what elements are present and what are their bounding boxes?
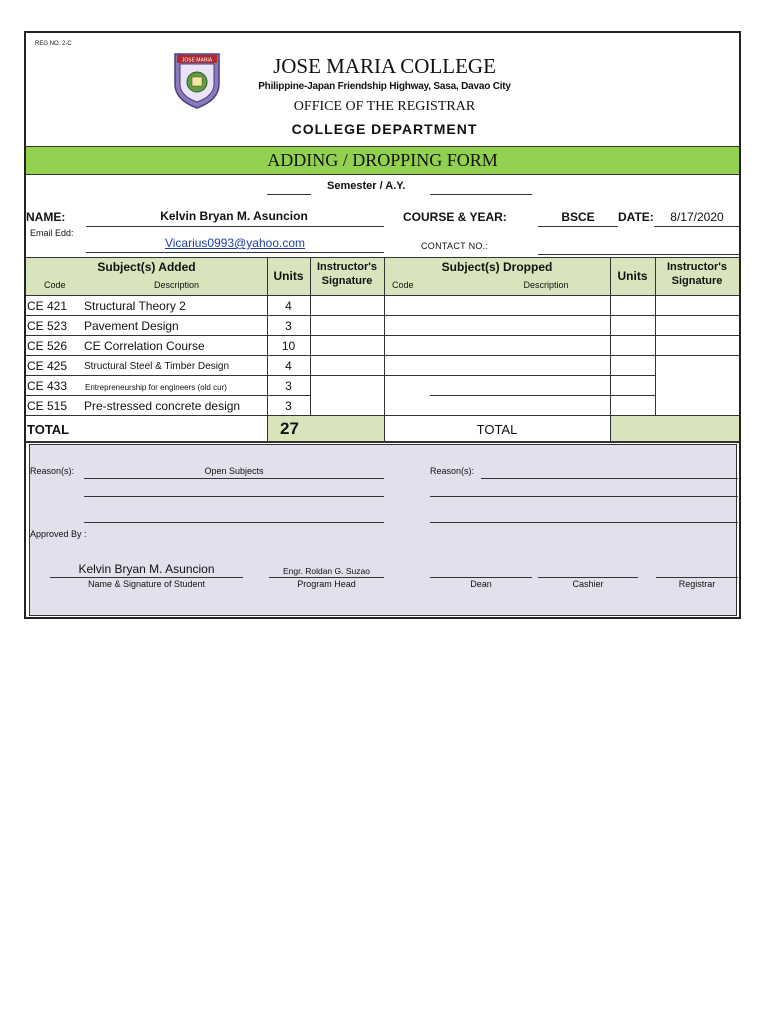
form-title: ADDING / DROPPING FORM [267, 150, 498, 170]
added-row-code: CE 421 [27, 299, 68, 313]
added-row-units: 4 [285, 359, 292, 373]
college-name: JOSE MARIA COLLEGE [273, 54, 496, 78]
dropped-header: Subject(s) Dropped [441, 260, 553, 274]
form-code: REG NO. 2-C [35, 41, 72, 47]
added-row-code: CE 515 [27, 399, 68, 413]
added-row-units: 3 [285, 379, 292, 393]
added-row-code: CE 526 [27, 339, 68, 353]
added-row-units: 4 [285, 299, 292, 313]
added-signature-label: Instructor's [316, 261, 378, 273]
dropped-total-cell [610, 416, 739, 441]
added-row-code: CE 523 [27, 319, 68, 333]
reason-left-value[interactable]: Open Subjects [204, 466, 264, 476]
added-row-description: Entrepreneurship for engineers (old cur) [85, 383, 227, 392]
college-address: Philippine-Japan Friendship Highway, Sasa, Davao City [258, 81, 511, 92]
dropped-desc-label: Description [523, 280, 569, 290]
course-label: COURSE & YEAR: [403, 210, 507, 224]
added-row-description: Structural Theory 2 [84, 299, 186, 313]
date-value[interactable]: 8/17/2020 [670, 210, 724, 224]
added-row-description: Pavement Design [84, 319, 179, 333]
added-total-label: TOTAL [27, 422, 70, 437]
reason-label-right: Reason(s): [430, 466, 475, 476]
added-units-label: Units [273, 269, 304, 283]
dropped-code-label: Code [392, 280, 414, 290]
dropped-signature-label: Signature [671, 275, 723, 287]
dropped-signature-label: Instructor's [666, 261, 728, 273]
added-signature-label: Signature [321, 275, 373, 287]
semester-label: Semester / A.Y. [327, 180, 406, 192]
registrar-caption: Registrar [678, 579, 716, 589]
added-row-description: CE Correlation Course [84, 339, 205, 353]
date-label: DATE: [618, 210, 654, 224]
svg-text:JOSE MARIA: JOSE MARIA [181, 57, 213, 64]
contact-label: CONTACT NO.: [421, 241, 489, 251]
reason-label-left: Reason(s): [30, 466, 75, 476]
student-signature-caption: Name & Signature of Student [87, 579, 206, 589]
student-signature: Kelvin Bryan M. Asuncion [78, 562, 215, 576]
cashier-caption: Cashier [572, 579, 604, 589]
email-link[interactable]: Vicarius0993@yahoo.com [164, 236, 306, 250]
office-name: OFFICE OF THE REGISTRAR [293, 99, 476, 114]
added-row-code: CE 425 [27, 359, 68, 373]
added-total-units: 27 [280, 419, 299, 438]
department-name: COLLEGE DEPARTMENT [291, 121, 478, 137]
dean-caption: Dean [470, 579, 492, 589]
added-row-units: 3 [285, 319, 292, 333]
added-row-units: 3 [285, 399, 292, 413]
dropped-units-label: Units [617, 269, 648, 283]
added-row-code: CE 433 [27, 379, 68, 393]
added-row-description: Structural Steel & Timber Design [84, 361, 230, 372]
approved-by-label: Approved By : [30, 529, 87, 539]
email-label: Email Edd: [30, 228, 74, 238]
dropped-total-label: TOTAL [476, 422, 518, 437]
added-row-description: Pre-stressed concrete design [84, 399, 241, 413]
program-head-name: Engr. Roldan G. Suzao [283, 566, 370, 576]
name-label: NAME: [26, 210, 66, 224]
program-head-caption: Program Head [297, 579, 356, 589]
student-name[interactable]: Kelvin Bryan M. Asuncion [160, 209, 308, 223]
added-header: Subject(s) Added [97, 260, 196, 274]
added-row-units: 10 [281, 339, 296, 353]
added-desc-label: Description [153, 280, 200, 290]
added-code-label: Code [44, 280, 66, 290]
course-value[interactable]: BSCE [561, 210, 595, 224]
adding-dropping-form [24, 31, 741, 619]
